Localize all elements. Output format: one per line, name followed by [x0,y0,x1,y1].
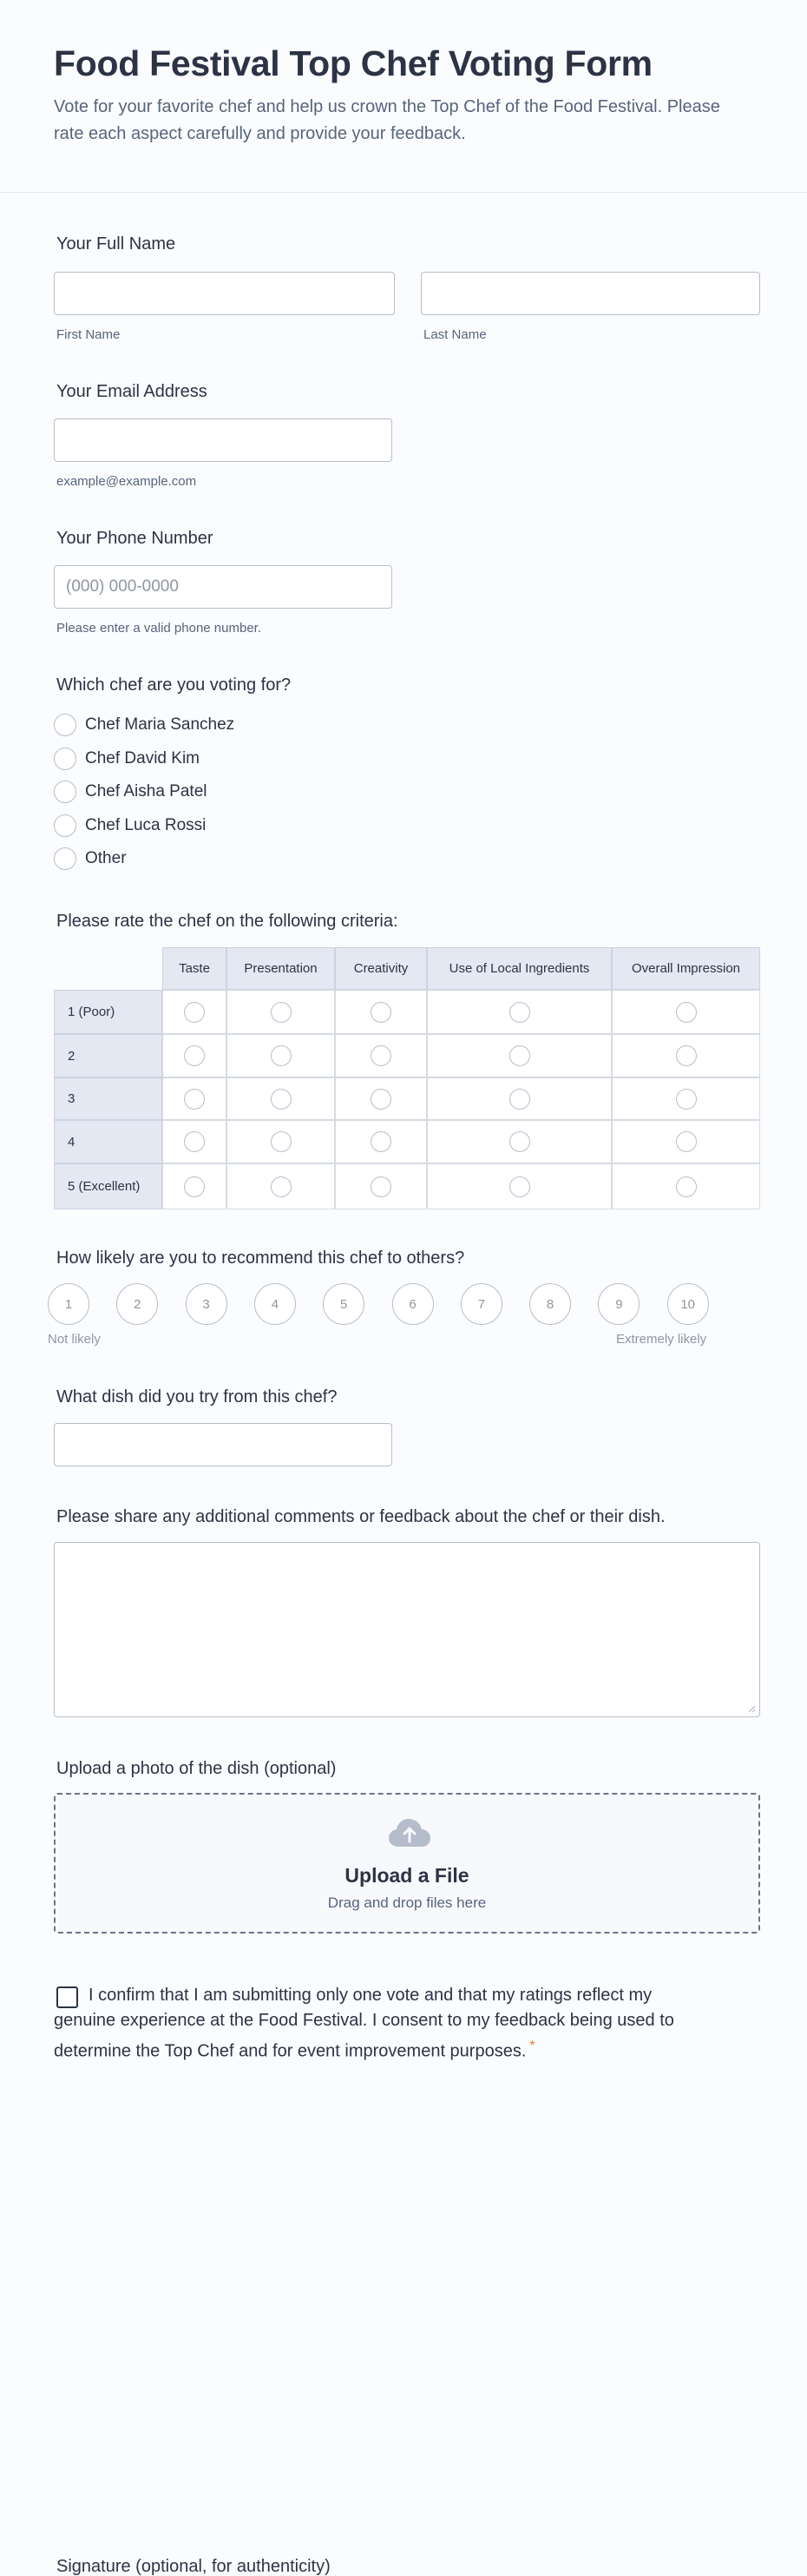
first-name-input[interactable] [54,272,395,315]
matrix-cell [612,1034,760,1077]
chef-option[interactable] [54,712,234,738]
chef-option-label: Chef Aisha Patel [85,782,207,800]
matrix-row-header: 1 (Poor) [54,990,162,1034]
resize-grip-icon[interactable] [748,1705,756,1713]
phone-input[interactable] [54,565,392,609]
scale-option-button[interactable]: 6 [392,1283,434,1325]
matrix-radio-button[interactable] [184,1045,205,1066]
matrix-column-header: Presentation [226,947,335,990]
matrix-radio-button[interactable] [271,1089,292,1110]
matrix-cell [612,1077,760,1120]
matrix-radio-button[interactable] [676,1176,697,1197]
matrix-row-header: 4 [54,1120,162,1163]
matrix-cell [427,1034,612,1077]
phone-label: Your Phone Number [56,529,213,548]
matrix-cell [226,1034,335,1077]
matrix-row-header: 3 [54,1077,162,1120]
consent-text: I confirm that I am submitting only one vote and that my ratings reflect my genuine experience at the Food Festival. I consent to my feedback being used to determine the Top Chef and for event improvement purposes. * [54,1986,674,2061]
email-sublabel: example@example.com [56,474,197,489]
matrix-radio-button[interactable] [371,1045,391,1066]
matrix-radio-button[interactable] [676,1131,697,1152]
matrix-radio-button[interactable] [184,1131,205,1152]
matrix-radio-button[interactable] [676,1089,697,1110]
scale-option-button[interactable]: 5 [323,1283,364,1325]
first-name-sublabel: First Name [56,327,121,342]
phone-sublabel: Please enter a valid phone number. [56,621,261,636]
rating-matrix [54,947,760,1209]
phone-placeholder: (000) 000-0000 [66,577,179,596]
matrix-row-header: 2 [54,1034,162,1077]
upload-label: Upload a photo of the dish (optional) [56,1759,337,1778]
matrix-cell [226,1120,335,1163]
matrix-radio-button[interactable] [271,1176,292,1197]
cloud-upload-icon [388,1817,431,1848]
matrix-cell [226,1077,335,1120]
scale-option-button[interactable]: 1 [48,1283,89,1325]
upload-subtitle: Drag and drop files here [327,1894,487,1911]
matrix-cell [427,1120,612,1163]
matrix-cell [162,1034,226,1077]
matrix-radio-button[interactable] [509,1131,530,1152]
chef-question-label: Which chef are you voting for? [56,675,292,695]
matrix-radio-button[interactable] [271,1045,292,1066]
dish-label: What dish did you try from this chef? [56,1387,338,1407]
matrix-cell [162,990,226,1034]
chef-option[interactable] [54,846,127,872]
matrix-cell [427,1163,612,1209]
matrix-cell [612,1163,760,1209]
radio-button[interactable] [54,847,76,870]
page-title: Food Festival Top Chef Voting Form [54,43,653,83]
matrix-radio-button[interactable] [371,1089,391,1110]
page-subtitle: Vote for your favorite chef and help us crown the Top Chef of the Food Festival. Please rate each aspect carefully and provide your feedback. [54,97,720,143]
matrix-radio-button[interactable] [676,1002,697,1023]
matrix-cell [427,990,612,1034]
email-input[interactable] [54,418,392,462]
matrix-radio-button[interactable] [271,1131,292,1152]
matrix-cell [335,1034,427,1077]
matrix-column-header: Creativity [335,947,427,990]
radio-button[interactable] [54,814,76,837]
matrix-row-header: 5 (Excellent) [54,1163,162,1209]
matrix-cell [162,1163,226,1209]
matrix-radio-button[interactable] [509,1176,530,1197]
matrix-radio-button[interactable] [509,1045,530,1066]
chef-option[interactable] [54,746,200,772]
matrix-radio-button[interactable] [371,1131,391,1152]
file-upload-dropzone[interactable] [54,1793,760,1934]
chef-option[interactable] [54,813,206,839]
matrix-cell [612,1120,760,1163]
matrix-radio-button[interactable] [371,1002,391,1023]
matrix-column-header: Taste [162,947,226,990]
chef-option-label: Chef Luca Rossi [85,815,207,834]
comments-textarea[interactable] [54,1542,760,1717]
matrix-radio-button[interactable] [184,1002,205,1023]
rating-label: Please rate the chef on the following criteria: [56,912,398,931]
scale-option-button[interactable]: 10 [667,1283,709,1325]
full-name-label: Your Full Name [56,234,176,254]
scale-option-button[interactable]: 4 [254,1283,296,1325]
matrix-cell [335,990,427,1034]
matrix-cell [427,1077,612,1120]
scale-option-button[interactable]: 2 [116,1283,158,1325]
last-name-input[interactable] [421,272,760,315]
matrix-cell [335,1120,427,1163]
matrix-cell [335,1163,427,1209]
recommend-label: How likely are you to recommend this chef to others? [56,1248,465,1268]
matrix-cell [612,990,760,1034]
scale-option-button[interactable]: 3 [186,1283,227,1325]
scale-low-caption: Not likely [48,1332,101,1347]
comments-label: Please share any additional comments or feedback about the chef or their dish. [56,1507,666,1526]
email-label: Your Email Address [56,382,207,401]
matrix-cell [335,1077,427,1120]
matrix-radio-button[interactable] [271,1002,292,1023]
matrix-radio-button[interactable] [676,1045,697,1066]
radio-button[interactable] [54,748,76,770]
scale-option-button[interactable]: 8 [529,1283,571,1325]
matrix-cell [162,1077,226,1120]
scale-option-button[interactable]: 7 [461,1283,502,1325]
scale-option-button[interactable]: 9 [598,1283,640,1325]
chef-option-label: Chef Maria Sanchez [85,715,235,734]
matrix-radio-button[interactable] [509,1002,530,1023]
matrix-radio-button[interactable] [371,1176,391,1197]
required-mark: * [529,2039,535,2053]
matrix-radio-button[interactable] [509,1089,530,1110]
matrix-column-header: Overall Impression [612,947,760,990]
radio-button[interactable] [54,781,76,803]
matrix-cell [162,1120,226,1163]
scale-high-caption: Extremely likely [616,1332,707,1347]
signature-label: Signature (optional, for authenticity) [56,2557,331,2576]
matrix-radio-button[interactable] [184,1176,205,1197]
last-name-sublabel: Last Name [423,327,487,342]
matrix-cell [226,990,335,1034]
matrix-radio-button[interactable] [184,1089,205,1110]
chef-option-label: Other [85,849,127,867]
radio-button[interactable] [54,714,76,736]
chef-option-label: Chef David Kim [85,748,200,768]
matrix-column-header: Use of Local Ingredients [427,947,612,990]
upload-title: Upload a File [344,1864,469,1887]
matrix-cell [226,1163,335,1209]
dish-input[interactable] [54,1423,392,1466]
form-header [0,0,807,193]
chef-option[interactable] [54,779,207,805]
